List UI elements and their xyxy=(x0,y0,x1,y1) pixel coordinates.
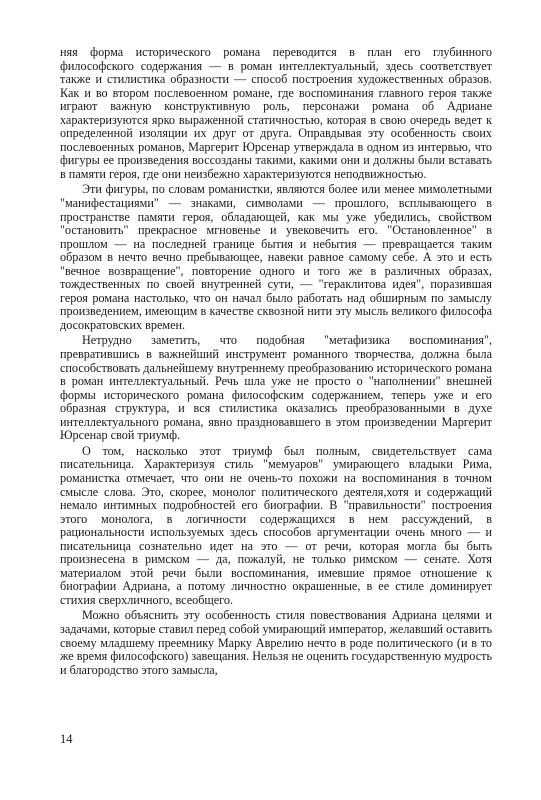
paragraph-metaphysics: Нетрудно заметить, что подобная "метафизика воспоминания", превратившись в важнейший инструмент романного творчества, должна была способствовать дальнейшему внутреннему преобразованию исторического романа в роман интеллектуальный. Речь шла уже не просто о "наполнении" внешней формы исторического романа философским содержанием, теперь уже и его образная структура, и вся стилистика оказались преобразованными в духе интеллектуального романа, явно праздновавшего в этом произведении Маргерит Юрсенар свой триумф. xyxy=(60,333,492,443)
paragraph-continuation: няя форма исторического романа переводится в план его глубинного философского содержания — в роман интеллектуальный, здесь соответствует также и стилистика образности — способ построения художественных образов. Как и во втором послевоенном романе, где воспоминания главного героя также играют важную конструктивную роль, персонажи романа об Адриане характеризуются ярко выраженной статичностью, которая в свою очередь ведет к определенной изоляции их друг от друга. Оправдывая эту особенность своих послевоенных романов, Маргерит Юрсенар утверждала в одном из интервью, что фигуры ее произведения воссозданы такими, какими они и должны были вставать в памяти героя, где они неизбежно характеризуются неподвижностью. xyxy=(60,45,492,181)
page-number: 14 xyxy=(60,732,73,746)
body-text xyxy=(60,46,492,677)
paragraph-triumph: О том, насколько этот триумф был полным, свидетельствует сама писательница. Характеризуя стиль "мемуаров" умирающего владыки Рима, романистка отмечает, что они не очень-то похожи на воспоминания в точном смысле слова. Это, скорее, монолог политического деятеля,хотя и содержащий немало интимных подробностей его биографии. В "правильности" построения этого монолога, в логичности содержащихся в нем рассуждений, в рациональности используемых здесь способов аргументации очень много — и писательница сознательно идет на это — от речи, которая могла бы быть произнесена в римском — да, пожалуй, не только римском — сенате. Хотя материалом этой речи были воспоминания, имевшие прямое отношение к биографии Адриана, а потому личностно окрашенные, в ее стиле доминирует стихия сверхличного, всеобщего. xyxy=(60,443,492,607)
paragraph-figures: Эти фигуры, по словам романистки, являются более или менее мимолетными "манифестациями" — знаками, символами — прошлого, всплывающего в пространстве памяти героя, обладающей, как мы уже убедились, свойством "остановить" прекрасное мгновенье и увековечить его. "Остановленное" в прошлом — на последней границе бытия и небытия — превращается таким образом в нечто вечно пребывающее, навеки равное самому себе. А это и есть "вечное возвращение", повторение одного и того же в различных образах, тождественных по своей внутренней сути, — "гераклитова идея", поразившая героя романа настолько, что он начал было работать над обширным по замыслу произведением, имеющим в качестве сквозной нити эту мысль великого философа досократовских времен. xyxy=(60,182,492,332)
paragraph-style: Можно объяснить эту особенность стиля повествования Адриана целями и задачами, которые ставил перед собой умирающий император, желавший оставить своему младшему преемнику Марку Аврелию нечто в роде политического (и в то же время философского) завещания. Нельзя не оценить государственную мудрость и благородство этого замысла, xyxy=(60,608,492,677)
